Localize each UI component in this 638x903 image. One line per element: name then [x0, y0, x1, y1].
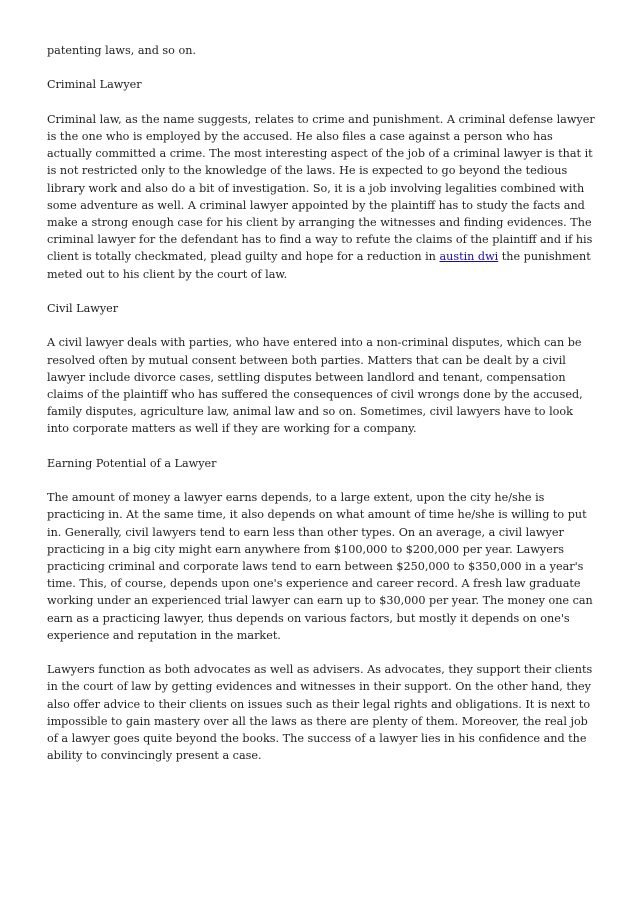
austin-dwi-link[interactable]: austin dwi — [439, 250, 499, 264]
civil-lawyer-paragraph: A civil lawyer deals with parties, who have entered into a non-criminal disputes, which can be resolved often by mutual consent between both parties. Matters that can be dealt by a civil lawyer include divorce cases, settling disputes between landlord and tenant, compensation claims of the plaintiff who has suffered the consequences of civil wrongs done by the accused, family disputes, agriculture law, animal law and so on. Sometimes, civil lawyers have to look into corporate matters as well if they are working for a company. — [47, 336, 583, 436]
earning-potential-paragraph: The amount of money a lawyer earns depends, to a large extent, upon the city he/she is practicing in. At the same time, it also depends on what amount of time he/she is willing to put in. Generally, civil lawyers tend to earn less than other types. On an average, a civil lawyer practicing in a big city might earn anywhere from $100,000 to $200,000 per year. Lawyers practicing criminal and corporate laws tend to earn between $250,000 to $350,000 in a year's time. This, of course, depends upon one's experience and career record. A fresh law graduate working under an experienced trial lawyer can earn up to $30,000 per year. The money one can earn as a practicing lawyer, thus depends on various factors, but mostly it depends on one's experience and reputation in the market. — [47, 491, 593, 642]
civil-lawyer-heading: Civil Lawyer — [47, 302, 119, 315]
closing-paragraph: Lawyers function as both advocates as well as advisers. As advocates, they support their clients in the court of law by getting evidences and witnesses in their support. On the other hand, they also offer advice to their clients on issues such as their legal rights and obligations. It is next to impossible to gain mastery over all the laws as there are plenty of them. Moreover, the real job of a lawyer goes quite beyond the books. The success of a lawyer lies in his confidence and the ability to convincingly present a case. — [47, 663, 593, 763]
earning-potential-heading: Earning Potential of a Lawyer — [47, 456, 217, 470]
document-page — [47, 42, 595, 782]
criminal-text-after-link: the punishment meted out to his client by the court of law. — [47, 250, 591, 281]
criminal-lawyer-paragraph — [47, 111, 595, 283]
intro-tail-paragraph: patenting laws, and so on. — [47, 44, 196, 57]
criminal-text-before-link: Criminal law, as the name suggests, relates to crime and punishment. A criminal defense lawyer is the one who is employed by the accused. He also files a case against a person who has actually committed a crime. The most interesting aspect of the job of a criminal lawyer is that it is not restricted only to the knowledge of the laws. He is expected to go beyond the tedious library work and also do a bit of investigation. So, it is a job involving legalities combined with some adventure as well. A criminal lawyer appointed by the plaintiff has to study the facts and make a strong enough case for his client by arranging the witnesses and finding evidences. The criminal lawyer for the defendant has to find a way to refute the claims of the plaintiff and if his client is totally checkmated, plead guilty and hope for a reduction in — [47, 112, 595, 264]
criminal-lawyer-heading: Criminal Lawyer — [47, 78, 142, 92]
